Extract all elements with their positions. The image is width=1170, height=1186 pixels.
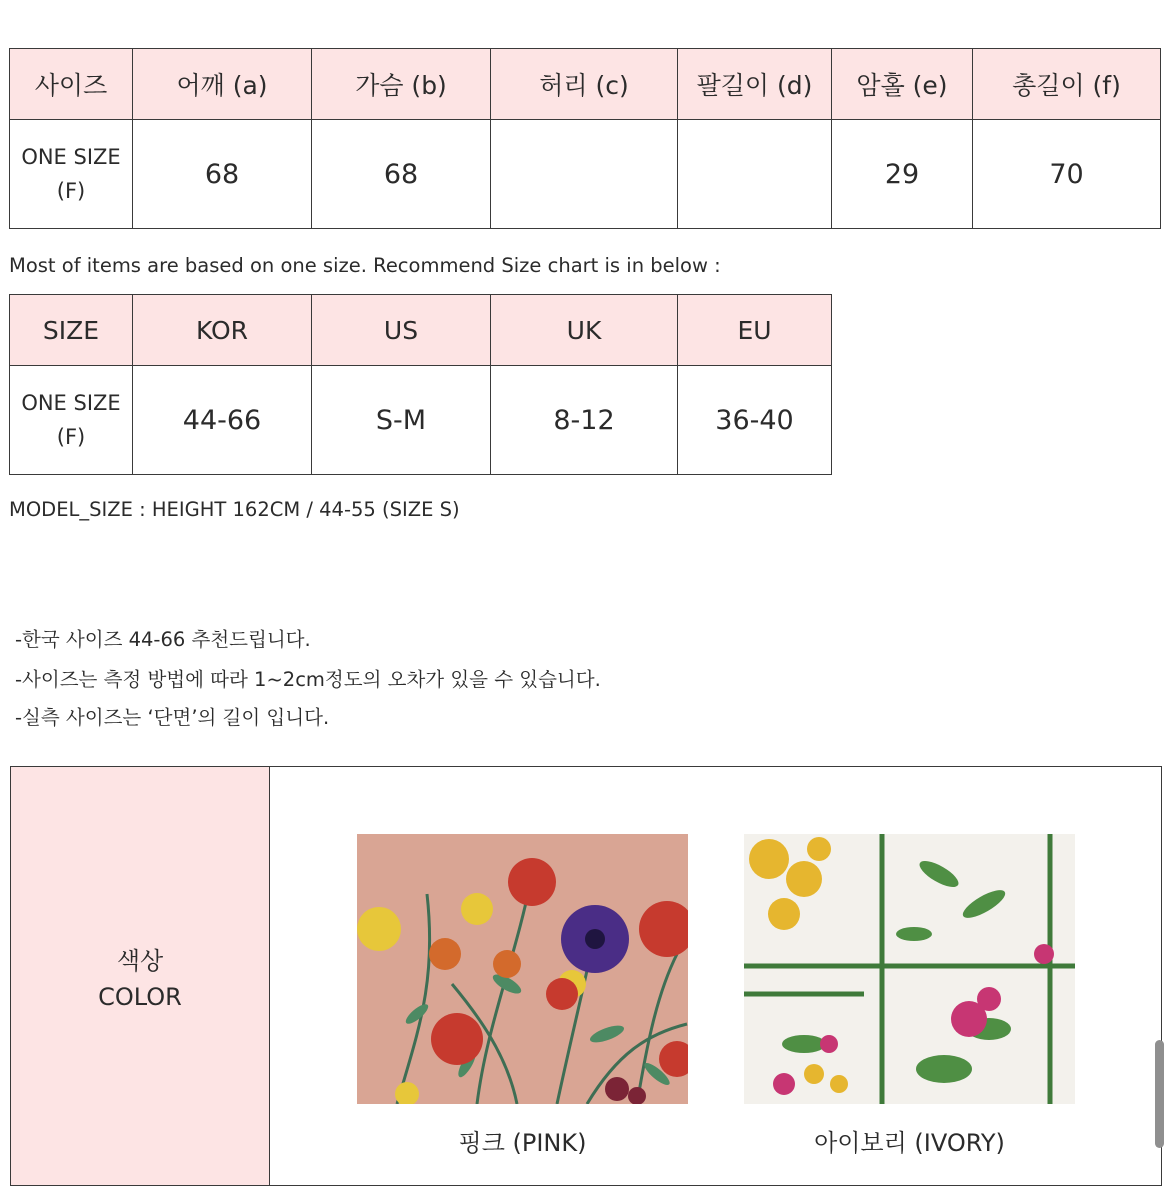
header-armhole: 암홀 (e) [832,49,973,120]
ivory-swatch-image[interactable] [744,834,1075,1104]
header-uk: UK [491,295,678,366]
note-korean-size: -한국 사이즈 44-66 추천드립니다. [15,628,311,651]
header-waist: 허리 (c) [491,49,678,120]
kor-value: 44-66 [133,366,312,475]
pink-swatch-image[interactable] [357,834,688,1104]
us-value: S-M [312,366,491,475]
recommend-header-row [10,295,832,366]
note-flat-measurement: -실측 사이즈는 ‘단면’의 길이 입니다. [15,706,330,729]
header-sleeve-length: 팔길이 (d) [678,49,832,120]
size-cell [10,366,133,475]
measurement-header-row [10,49,1161,120]
header-chest: 가슴 (b) [312,49,491,120]
color-label-cell [11,767,270,1185]
pink-swatch-label: 핑크 (PINK) [458,1129,587,1157]
size-cell [10,120,133,229]
header-shoulder: 어깨 (a) [133,49,312,120]
total-length-value: 70 [973,120,1161,229]
armhole-value: 29 [832,120,973,229]
recommend-intro: Most of items are based on one size. Recommend Size chart is in below : [9,254,721,277]
size-code: (F) [56,425,86,449]
waist-value [491,120,678,229]
model-size-text: MODEL_SIZE : HEIGHT 162CM / 44-55 (SIZE S) [9,498,460,521]
recommend-size-table [9,294,832,475]
eu-value: 36-40 [678,366,832,475]
pink-floral-pattern [357,834,688,1104]
size-label: ONE SIZE [21,391,121,415]
size-code: (F) [56,179,86,203]
scrollbar-thumb[interactable] [1155,1040,1164,1148]
measurement-table [9,48,1161,229]
uk-value: 8-12 [491,366,678,475]
note-measurement-error: -사이즈는 측정 방법에 따라 1~2cm정도의 오차가 있을 수 있습니다. [15,668,601,691]
measurement-row [10,120,1161,229]
recommend-row [10,366,832,475]
color-table [10,766,1162,1186]
color-label-korean: 색상 [116,947,164,975]
ivory-floral-pattern [744,834,1075,1104]
color-label [11,943,269,1015]
header-kor: KOR [133,295,312,366]
color-label-english: COLOR [98,983,182,1011]
header-eu: EU [678,295,832,366]
size-label: ONE SIZE [21,145,121,169]
header-size: SIZE [10,295,133,366]
shoulder-value: 68 [133,120,312,229]
ivory-swatch-label: 아이보리 (IVORY) [814,1129,1005,1157]
header-size: 사이즈 [10,49,133,120]
chest-value: 68 [312,120,491,229]
header-total-length: 총길이 (f) [973,49,1161,120]
sleeve-length-value [678,120,832,229]
header-us: US [312,295,491,366]
